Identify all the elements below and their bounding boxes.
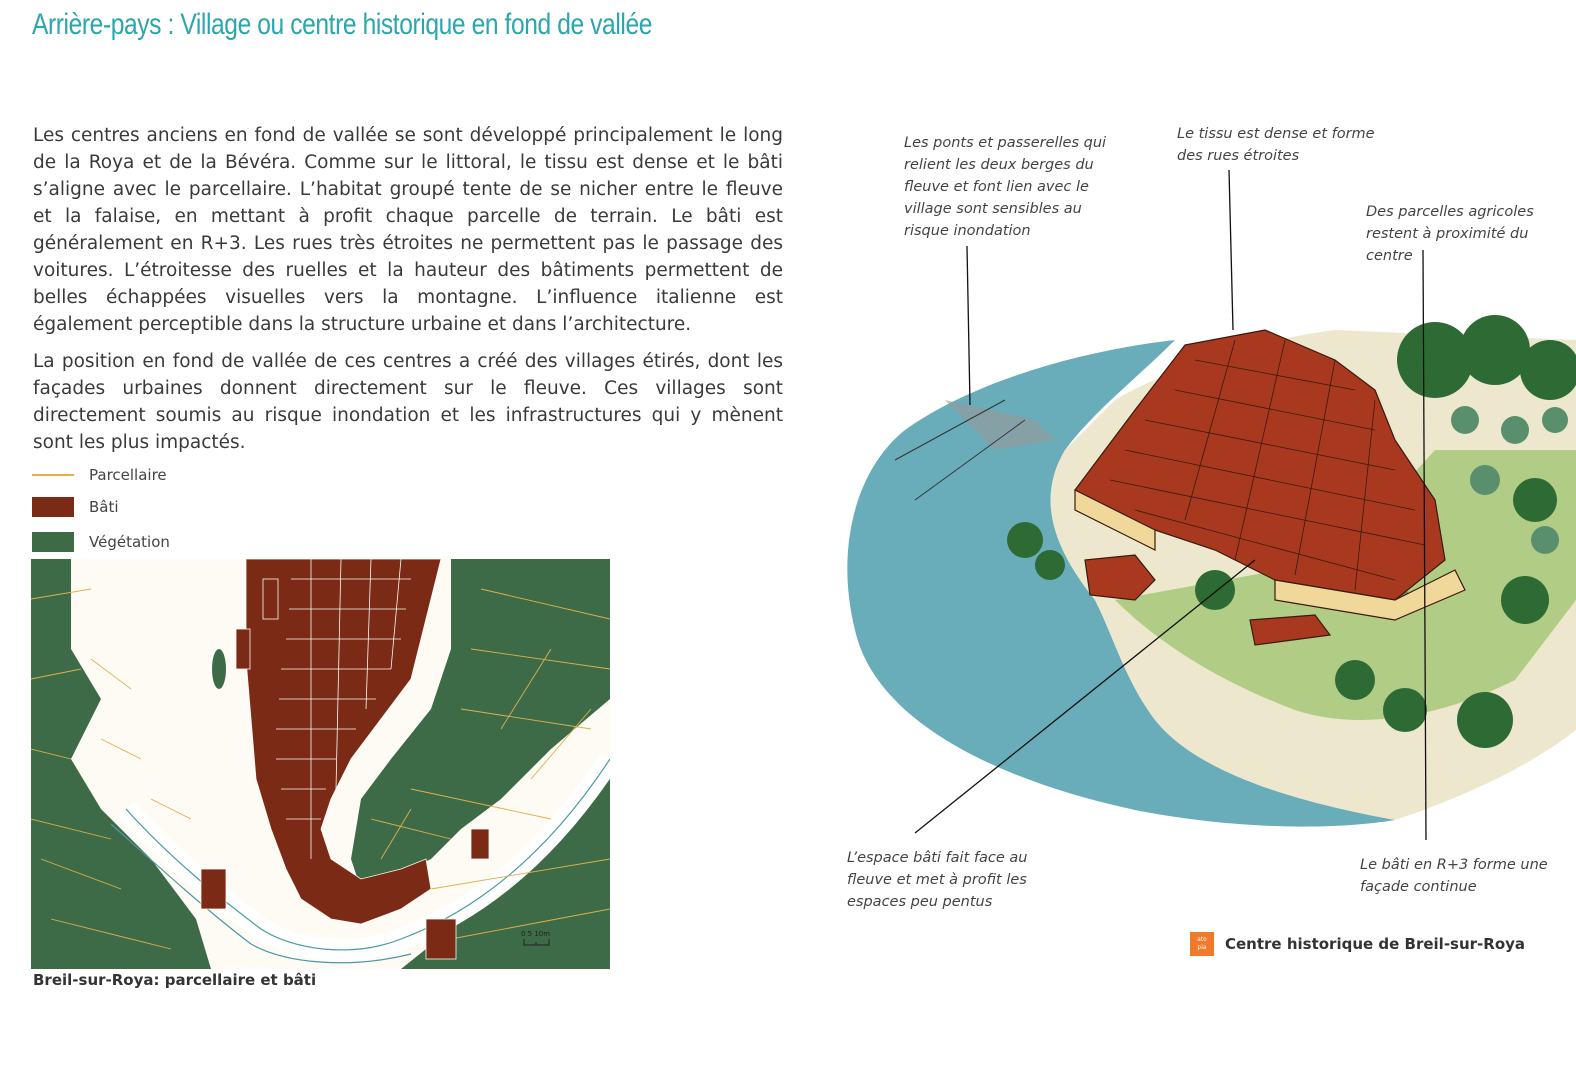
annotation-bridges: Les ponts et passerelles qui relient les deux berges du fleuve et font lien avec le village sont sensibles au risque inondation <box>904 135 1107 239</box>
annotation-dense: Le tissu est dense et forme des rues étroites <box>1177 126 1375 164</box>
paragraph-1: Les centres anciens en fond de vallée se sont développé principalement le long de la Roya et de la Bévéra. Comme sur le littoral, le tissu est dense et le bâti s’aligne avec le parcellaire. L’habitat groupé tente de se nicher entre le fleuve et la falaise, en mettant à profit chaque parcelle de terrain. Le bâti est généralement en R+3. Les rues très étroites ne permettent pas le passage des voitures. L’étroitesse des ruelles et la hauteur des bâtiments permettent de belles échappées visuelles vers la montagne. L’influence italienne est également perceptible dans la structure urbaine et dans l’architecture. <box>33 125 783 335</box>
map-caption: Breil-sur-Roya: parcellaire et bâti <box>33 971 317 989</box>
annotation-agri: Des parcelles agricoles restent à proximité du centre <box>1366 204 1534 264</box>
parcellaire-swatch <box>32 474 74 476</box>
legend-vegetation-label: Végétation <box>89 533 170 551</box>
logo-text-top: ato <box>1197 936 1207 943</box>
annotation-espace: L’espace bâti fait face au fleuve et met à profit les espaces peu pentus <box>847 850 1028 910</box>
illustration-caption: Centre historique de Breil-sur-Roya <box>1225 935 1526 953</box>
map-scale-label: 0 5 10m <box>521 930 551 938</box>
bati-swatch <box>32 497 74 517</box>
legend-bati-label: Bâti <box>89 498 119 516</box>
parcel-map <box>31 559 610 969</box>
legend-parcellaire <box>32 464 167 486</box>
logo-text-bottom: pia <box>1197 944 1207 951</box>
illustration-credit <box>1190 932 1525 956</box>
legend-vegetation <box>32 531 170 553</box>
atopia-logo <box>1190 932 1214 956</box>
annotation-rplus3: Le bâti en R+3 forme une façade continue <box>1360 857 1548 895</box>
village-illustration <box>835 300 1576 845</box>
vegetation-swatch <box>32 532 74 552</box>
legend-bati <box>32 496 119 518</box>
legend-parcellaire-label: Parcellaire <box>89 466 167 484</box>
body-text <box>33 122 783 466</box>
page-title: Arrière-pays : Village ou centre historique en fond de vallée <box>32 8 652 41</box>
paragraph-2: La position en fond de vallée de ces centres a créé des villages étirés, dont les façades urbaines donnent directement sur le fleuve. Ces villages sont directement soumis au risque inondation et les infrastructures qui y mènent sont les plus impactés. <box>33 351 783 453</box>
